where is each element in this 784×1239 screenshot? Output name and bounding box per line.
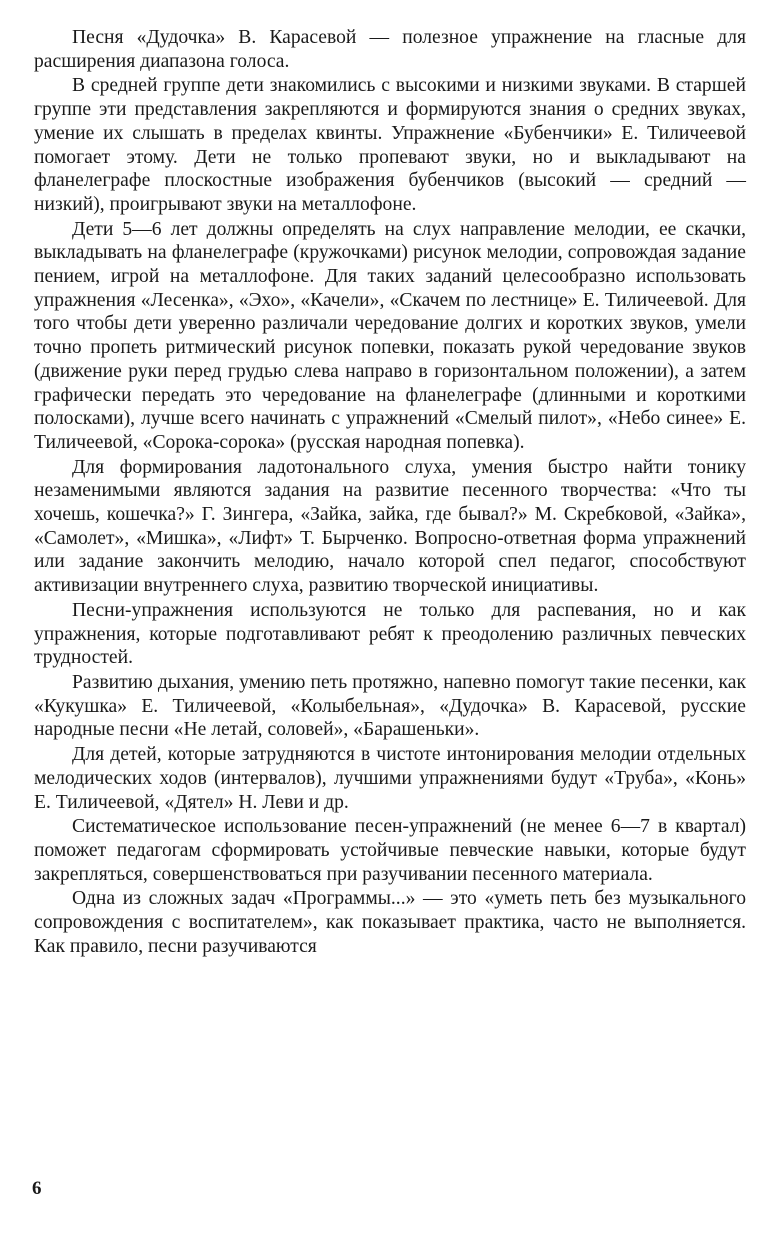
- paragraph-1: Песня «Дудочка» В. Карасевой — полезное упражнение на гласные для расширения диапазона голоса.: [34, 27, 746, 72]
- paragraph-6: Развитию дыхания, умению петь протяжно, напевно помогут такие песенки, как «Кукушка» Е. Тиличеевой, «Колыбельная», «Дудочка» В. Карасевой, русские народные песни «Не летай, соловей», «Барашеньки».: [34, 671, 746, 741]
- paragraph-7: Для детей, которые затрудняются в чистоте интонирования мелодии отдельных мелодических ходов (интервалов), лучшими упражнениями будут «Труба», «Конь» Е. Тиличеевой, «Дятел» Н. Леви и др.: [34, 744, 746, 813]
- paragraph-2: В средней группе дети знакомились с высокими и низкими звуками. В старшей группе эти представления закрепляются и формируются знания о средних звуках, умение их слышать в пределах квинты. Упражнение «Бубенчики» Е. Тиличеевой помогает этому. Дети не только пропевают звуки, но и выкладывают на фланелеграфе плоскостные изображения бубенчиков (высокий — средний — низкий), проигрывают звуки на металлофоне.: [34, 75, 746, 215]
- paragraph-4: Для формирования ладотонального слуха, умения быстро найти тонику незаменимыми являются задания на развитие песенного творчества: «Что ты хочешь, кошечка?» Г. Зингера, «Зайка, зайка, где бывал?» М. Скребковой, «Зайка», «Самолет», «Мишка», «Лифт» Т. Бырченко. Вопросно-ответная форма упражнений или задание закончить мелодию, начало которой спел педагог, способствуют активизации внутреннего слуха, развитию творческой инициативы.: [34, 456, 746, 597]
- page-number: 6: [32, 1178, 42, 1199]
- page-body: [34, 26, 746, 958]
- paragraph-3: Дети 5—6 лет должны определять на слух направление мелодии, ее скачки, выкладывать на фланелеграфе (кружочками) рисунок мелодии, сопровождая задание пением, игрой на металлофоне. Для таких заданий целесообразно использовать упражнения «Лесенка», «Эхо», «Качели», «Скачем по лестнице» Е. Тиличеевой. Для того чтобы дети уверенно различали чередование долгих и коротких звуков, умели точно пропеть ритмический рисунок попевки, показать рукой чередование звуков (движение руки перед грудью слева направо в горизонтальном положении), а затем графически передать это чередование на фланелеграфе (длинными и короткими полосками), лучше всего начинать с упражнений «Смелый пилот», «Небо синее» Е. Тиличеевой, «Сорока-сорока» (русская народная попевка).: [34, 218, 746, 453]
- paragraph-8: Систематическое использование песен-упражнений (не менее 6—7 в квартал) поможет педагогам сформировать устойчивые певческие навыки, которые будут закрепляться, совершенствоваться при разучивании песенного материала.: [34, 816, 746, 885]
- paragraph-9: Одна из сложных задач «Программы...» — это «уметь петь без музыкального сопровождения с воспитателем», как показывает практика, часто не выполняется. Как правило, песни разучиваются: [34, 888, 746, 957]
- paragraph-5: Песни-упражнения используются не только для распевания, но и как упражнения, которые подготавливают ребят к преодолению различных певческих трудностей.: [34, 599, 746, 669]
